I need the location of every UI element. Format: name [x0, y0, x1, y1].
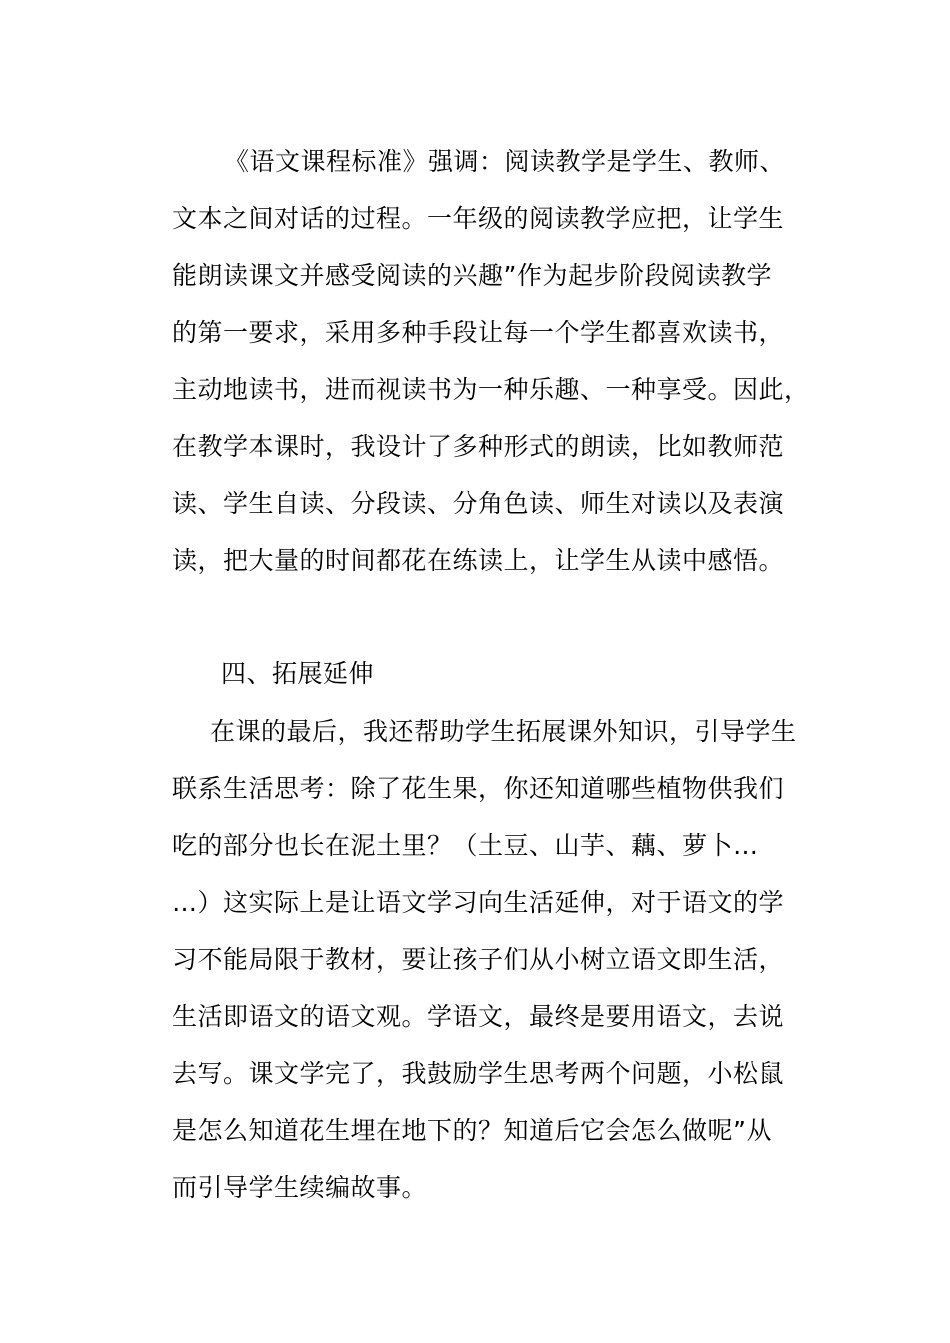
paragraph-1-line-1: 《语文课程标准》强调：阅读教学是学生、教师、 [224, 147, 786, 176]
paragraph-1-line-7: 读、学生自读、分段读、分角色读、师生对读以及表演 [172, 489, 785, 518]
paragraph-2-line-1: 在课的最后，我还帮助学生拓展课外知识，引导学生 [210, 717, 797, 746]
paragraph-1-line-2: 文本之间对话的过程。一年级的阅读教学应把，让学生 [172, 204, 785, 233]
paragraph-1-line-4: 的第一要求，采用多种手段让每一个学生都喜欢读书， [172, 318, 785, 347]
paragraph-2-line-2: 联系生活思考：除了花生果，你还知道哪些植物供我们 [172, 774, 785, 803]
paragraph-2-line-3: 吃的部分也长在泥土里？（土豆、山芋、藕、萝卜… [172, 831, 759, 860]
paragraph-1-line-8: 读，把大量的时间都花在练读上，让学生从读中感悟。 [172, 546, 785, 575]
paragraph-2-line-9: 而引导学生续编故事。 [172, 1173, 428, 1202]
paragraph-2-line-5: 习不能局限于教材，要让孩子们从小树立语文即生活， [172, 945, 785, 974]
paragraph-2-line-8: 是怎么知道花生埋在地下的？知道后它会怎么做呢”从 [172, 1116, 772, 1145]
paragraph-2-line-7: 去写。课文学完了，我鼓励学生思考两个问题，小松鼠 [172, 1059, 785, 1088]
paragraph-2-line-6: 生活即语文的语文观。学语文，最终是要用语文，去说 [172, 1002, 785, 1031]
section-heading: 四、拓展延伸 [221, 659, 375, 688]
paragraph-2-line-4: …）这实际上是让语文学习向生活延伸，对于语文的学 [172, 888, 785, 917]
paragraph-1-line-5: 主动地读书，进而视读书为一种乐趣、一种享受。因此， [172, 375, 810, 404]
paragraph-1-line-3: 能朗读课文并感受阅读的兴趣”作为起步阶段阅读教学 [172, 261, 772, 290]
paragraph-1-line-6: 在教学本课时，我设计了多种形式的朗读，比如教师范 [172, 432, 785, 461]
